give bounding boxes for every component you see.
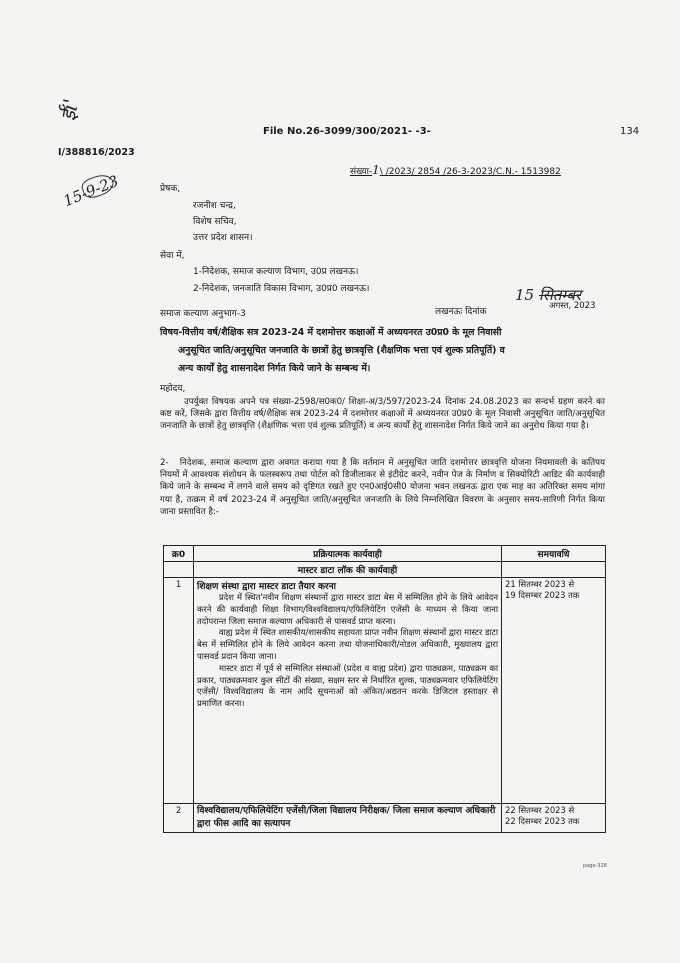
sender-label: प्रेषक, bbox=[160, 184, 181, 194]
receipt-stamp-number: I/388816/2023 bbox=[58, 147, 135, 158]
printed-date: अगस्त, 2023 bbox=[549, 301, 596, 311]
margin-handwritten-date: 15-9-23 bbox=[60, 171, 122, 211]
subject-line: अनुसूचित जाति/अनुसूचित जनजाति के छात्रों हेतु छात्रवृत्ति (शैक्षणिक भत्ता एवं शुल्क प्रतिपूर्ति) व bbox=[178, 345, 505, 356]
row-paragraph: मास्टर डाटा में पूर्व से सम्मिलित संस्थाओं (प्रदेश व वाह्य प्रदेश) द्वारा पाठ्यक्रम, पाठ्यक्रम का प्रकार, पाठ्यक्रमवार कुल सीटों की संख्या, सक्षम स्तर से निर्धारित शुल्क, पाठ्यक्रमवार एफिलियेटिंग एजेंसी/ विश्वविद्यालय के नाम आदि सूचनाओं को अंकित/अद्यतन करके डिजिटल हस्ताक्षर से प्रमाणित करना। bbox=[197, 662, 498, 709]
place-date-label: लखनऊः दिनांक bbox=[435, 307, 487, 317]
salutation: महोदय, bbox=[160, 384, 186, 394]
table-section-row bbox=[164, 562, 606, 578]
page-number: 134 bbox=[620, 126, 640, 137]
row-number: 1 bbox=[164, 578, 194, 804]
row-period: 21 सितम्बर 2023 से 19 दिसम्बर 2023 तक bbox=[502, 578, 606, 804]
table-row bbox=[164, 804, 606, 833]
subject-line: विषय-वित्तीय वर्ष/शैक्षिक सत्र 2023-24 में दशमोत्तर कक्षाओं में अध्ययनरत उ0प्र0 के मूल निवासी bbox=[160, 327, 502, 338]
row-title: शिक्षण संस्था द्वारा मास्टर डाटा तैयार करना bbox=[197, 582, 336, 592]
table-row bbox=[164, 578, 606, 804]
page-reference: page-328 bbox=[583, 863, 607, 869]
handwritten-date: 15 सितम्बर bbox=[515, 286, 582, 304]
sender-name: रजनीश चन्द्र, bbox=[193, 201, 236, 211]
row-paragraph: वाह्य प्रदेश में स्थित शासकीय/शासकीय सहायता प्राप्त नवीन शिक्षण संस्थानों द्वारा मास्टर डाटा बेस में सम्मिलित होने के लिये आवेदन करना तथा योजनाधिकारी/नोडल अधिकारी, मुख्यालय द्वारा पासवर्ड प्रदान किया जाना। bbox=[197, 627, 498, 661]
body-paragraph-1: उपर्युक्त विषयक अपने पत्र संख्या-2598/स0क0/ शिक्षा-अ/3/597/2023-24 दिनांक 24.08.2023 का सन्दर्भ ग्रहण करने का कष्ट करें, जिसके द्वारा वित्तीय वर्ष/शैक्षिक सत्र 2023-24 में दशमोत्तर कक्षाओं में अध्ययनरत उ0प्र0 के मूल निवासी अनुसूचित जाति/अनुसूचित जनजाति के छात्रों हेतु छात्रवृत्ति (शैक्षणिक भत्ता एवं शुल्क प्रतिपूर्ति) व अन्य कार्यों हेतु शासनादेश निर्गत किये जाने का अनुरोध किया गया है। bbox=[160, 397, 605, 432]
recipient-item: 2-निदेशक, जनजाति विकास विभाग, उ0प्र0 लखनऊ। bbox=[193, 284, 370, 294]
sender-designation: विशेष सचिव, bbox=[193, 217, 237, 227]
column-header: क्र0 bbox=[164, 546, 194, 562]
subject-line: अन्य कार्यों हेतु शासनादेश निर्गत किये जाने के सम्बन्ध में। bbox=[178, 363, 371, 374]
department-section: समाज कल्याण अनुभाग-3 bbox=[160, 309, 246, 319]
margin-initials: ईi' bbox=[55, 96, 84, 123]
column-header: समयावधि bbox=[502, 546, 606, 562]
recipients-label: सेवा में, bbox=[160, 251, 185, 261]
table-header-row bbox=[164, 546, 606, 562]
recipient-item: 1-निदेशक, समाज कल्याण विभाग, उ0प्र लखनऊ। bbox=[193, 267, 359, 277]
file-number: File No.26-3099/300/2021- -3- bbox=[263, 126, 431, 137]
reference-number: संख्या-1\ /2023/ 2854 /26-3-2023/C.N.- 1513982 bbox=[350, 163, 561, 177]
row-activity bbox=[194, 578, 502, 804]
section-title: मास्टर डाटा लॉक की कार्यवाही bbox=[194, 562, 502, 578]
body-paragraph-2: 2- निदेशक, समाज कल्याण द्वारा अवगत कराया गया है कि वर्तमान में अनुसूचित जाति दशमोत्तर छात्रवृत्ति योजना नियमावली के कतिपय नियमों में आवश्यक संशोधन के फलस्वरूप तथा पोर्टल को डिजीलाकर से इंटीग्रेट करने, नवीन पेज के निर्माण व सिक्योरिटी आडिट की कार्यवाही किये जाने के सम्बन्ध में लगने वाले समय को दृष्टिगत रखते हुए एन0आई0सी0 योजना भवन लखनऊ द्वारा एक माह का अतिरिक्त समय मांगा गया है, तत्क्रम में वर्ष 2023-24 में अनुसूचित जाति/अनुसूचित जनजाति के लिये निम्नलिखित विवरण के अनुसार समय-सारिणी निर्गत किया जाना प्रस्तावित है:- bbox=[160, 458, 605, 517]
row-title: विश्वविद्यालय/एफिलियेटिंग एजेंसी/जिला विद्यालय निरीक्षक/ जिला समाज कल्याण अधिकारी द्वारा फीस आदि का सत्यापन bbox=[197, 806, 496, 829]
row-number: 2 bbox=[164, 804, 194, 833]
sender-government: उत्तर प्रदेश शासन। bbox=[193, 233, 253, 243]
row-paragraph: प्रदेश में स्थित'नवीन शिक्षण संस्थानों द्वारा मास्टर डाटा बेस में सम्मिलित होने के लिये आवेदन करने की कार्यवाही शिक्षा विभाग/विश्वविद्यालय/एफिलियेटिंग एजेंसी के माध्यम से किया जाना तदोपरान्त जिला समाज कल्याण अधिकारी से पासवर्ड प्राप्त करना। bbox=[197, 592, 498, 626]
column-header: प्रक्रियात्मक कार्यवाही bbox=[194, 546, 502, 562]
row-period: 22 सितम्बर 2023 से 22 दिसम्बर 2023 तक bbox=[502, 804, 606, 833]
row-activity bbox=[194, 804, 502, 833]
schedule-table bbox=[163, 545, 606, 833]
